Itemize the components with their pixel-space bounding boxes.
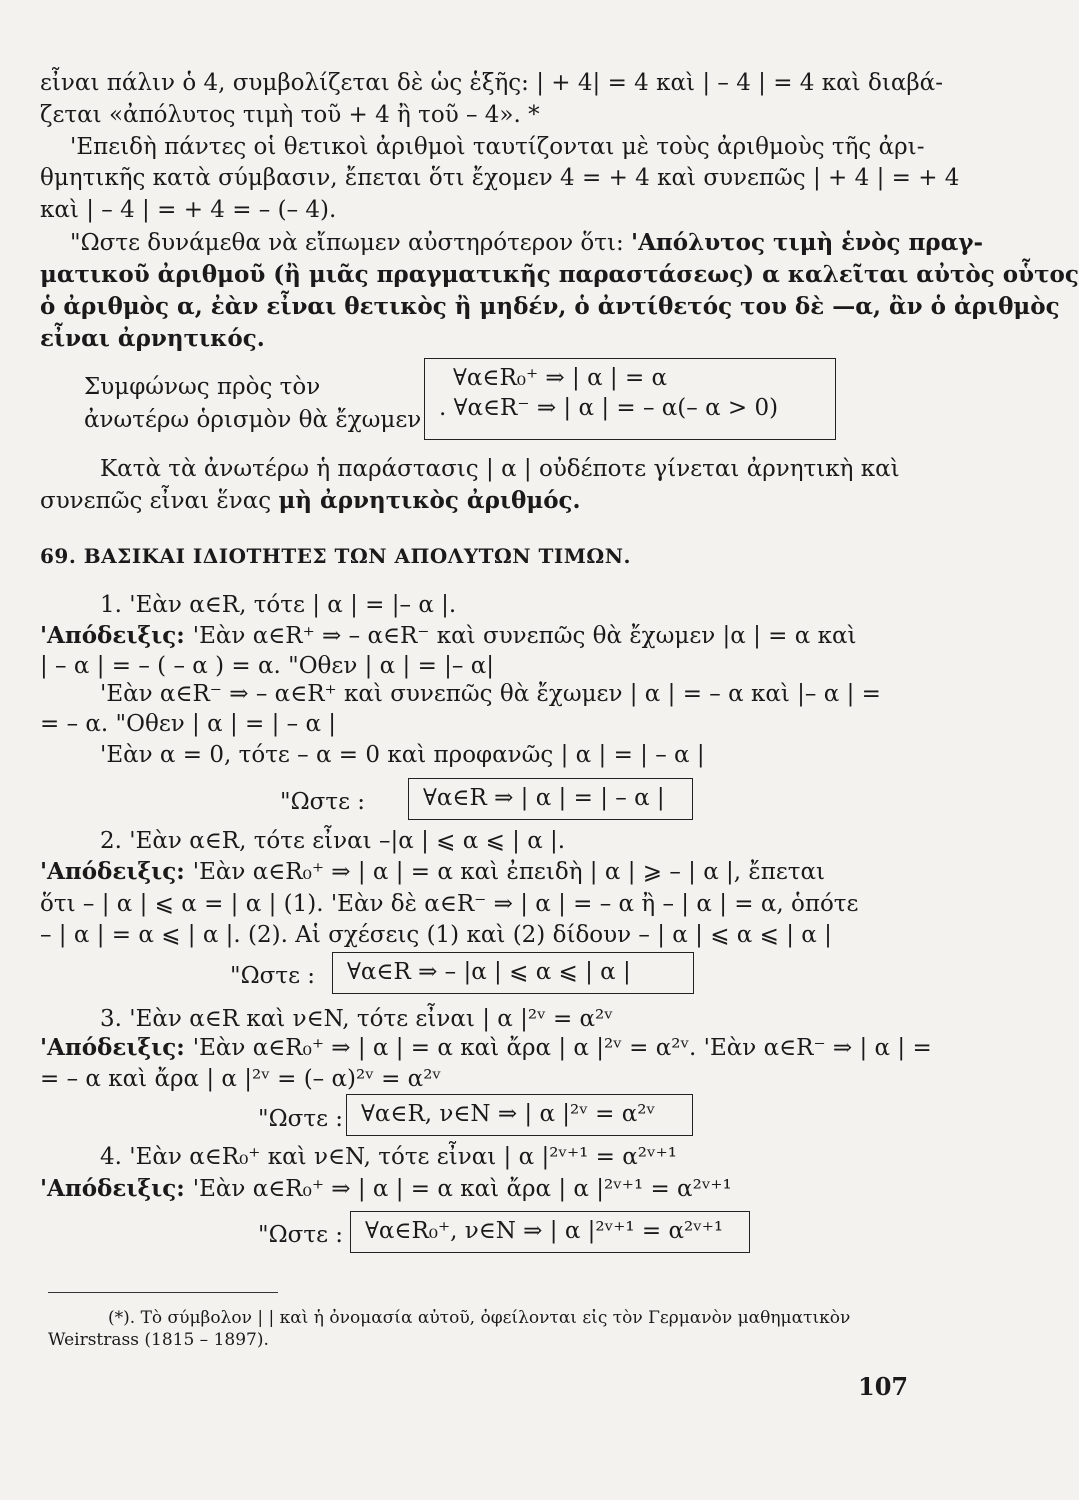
property-title: 3. 'Εὰν α∈R καὶ ν∈N, τότε εἶναι | α |²ᵛ = α²ᵛ bbox=[100, 1006, 613, 1032]
box-formula: ∀α∈R₀⁺ ⇒ | α | = α bbox=[453, 365, 668, 391]
property-title: 4. 'Εὰν α∈R₀⁺ καὶ ν∈N, τότε εἶναι | α |²ᵛ⁺¹ = α²ᵛ⁺¹ bbox=[100, 1144, 677, 1170]
definition-line: ὁ ἀριθμὸς α, ἐὰν εἶναι θετικὸς ἢ μηδέν, ὁ ἀντίθετός του δὲ —α, ἂν ὁ ἀριθμὸς bbox=[40, 293, 1060, 320]
proof-line: = – α καὶ ἄρα | α |²ᵛ = (– α)²ᵛ = α²ᵛ bbox=[40, 1066, 441, 1092]
proof-line: 'Εὰν α = 0, τότε – α = 0 καὶ προφανῶς | α | = | – α | bbox=[100, 742, 705, 768]
text-line: Κατὰ τὰ ἀνωτέρω ἡ παράστασις | α | οὐδέποτε γίνεται ἀρνητικὴ καὶ bbox=[100, 456, 900, 482]
proof-line bbox=[40, 621, 920, 651]
so-label: "Ωστε : bbox=[280, 789, 366, 815]
text-run: "Ωστε δυνάμεθα νὰ εἴπωμεν αὐστηρότερον ὅτι: bbox=[70, 230, 632, 256]
box-formula: ∀α∈R₀⁺, ν∈N ⇒ | α |²ᵛ⁺¹ = α²ᵛ⁺¹ bbox=[365, 1218, 724, 1244]
definition-bold: 'Απόλυτος τιμὴ ἑνὸς πραγ- bbox=[631, 229, 984, 256]
footnote-line: Weirstrass (1815 – 1897). bbox=[48, 1330, 269, 1350]
result-box bbox=[350, 1211, 750, 1253]
definition-line bbox=[70, 228, 984, 258]
page-number: 107 bbox=[858, 1372, 909, 1401]
proof-line bbox=[40, 1033, 932, 1063]
proof-label: 'Απόδειξις: bbox=[40, 1034, 193, 1061]
so-label: "Ωστε : bbox=[258, 1106, 344, 1132]
proof-line: 'Εὰν α∈R⁻ ⇒ – α∈R⁺ καὶ συνεπῶς θὰ ἔχωμεν | α | = – α καὶ |– α | = bbox=[100, 681, 881, 707]
proof-label: 'Απόδειξις: bbox=[40, 1175, 193, 1202]
property-title: 1. 'Εὰν α∈R, τότε | α | = |– α |. bbox=[100, 592, 457, 618]
definition-line: ματικοῦ ἀριθμοῦ (ἢ μιᾶς πραγματικῆς παραστάσεως) α καλεῖται αὐτὸς οὗτος bbox=[40, 261, 1079, 288]
text-line: θμητικῆς κατὰ σύμβασιν, ἔπεται ὅτι ἔχομεν 4 = + 4 καὶ συνεπῶς | + 4 | = + 4 bbox=[40, 165, 960, 191]
definition-box bbox=[424, 358, 836, 440]
proof-line: = – α. "Οθεν | α | = | – α | bbox=[40, 711, 337, 737]
proof-label: 'Απόδειξις: bbox=[40, 622, 193, 649]
property-title: 2. 'Εὰν α∈R, τότε εἶναι –|α | ⩽ α ⩽ | α |. bbox=[100, 828, 566, 854]
text-run: 'Εὰν α∈R⁺ ⇒ – α∈R⁻ καὶ συνεπῶς θὰ ἔχωμεν |α | = α καὶ bbox=[192, 623, 857, 649]
box-formula: . ∀α∈R⁻ ⇒ | α | = – α(– α > 0) bbox=[439, 395, 779, 421]
text-bold: μὴ ἀρνητικὸς ἀριθμός. bbox=[278, 487, 581, 514]
text-line: 'Επειδὴ πάντες οἱ θετικοὶ ἀριθμοὶ ταυτίζονται μὲ τοὺς ἀριθμοὺς τῆς ἀρι- bbox=[70, 134, 925, 160]
text-line: εἶναι πάλιν ὁ 4, συμβολίζεται δὲ ὡς ἑξῆς: | + 4| = 4 καὶ | – 4 | = 4 καὶ διαβά- bbox=[40, 70, 943, 96]
section-heading: 69. ΒΑΣΙΚΑΙ ΙΔΙΟΤΗΤΕΣ ΤΩΝ ΑΠΟΛΥΤΩΝ ΤΙΜΩΝ. bbox=[40, 544, 631, 568]
box-formula: ∀α∈R ⇒ | α | = | – α | bbox=[423, 785, 665, 811]
proof-label: 'Απόδειξις: bbox=[40, 858, 193, 885]
text-run: 'Εὰν α∈R₀⁺ ⇒ | α | = α καὶ ἄρα | α |²ᵛ = α²ᵛ. 'Εὰν α∈R⁻ ⇒ | α | = bbox=[192, 1035, 932, 1061]
footnote-rule bbox=[48, 1292, 278, 1293]
text-line: Συμφώνως πρὸς τὸν bbox=[84, 374, 321, 400]
result-box bbox=[346, 1094, 693, 1136]
proof-line: – | α | = α ⩽ | α |. (2). Αἱ σχέσεις (1) καὶ (2) δίδουν – | α | ⩽ α ⩽ | α | bbox=[40, 922, 832, 948]
result-box bbox=[332, 952, 694, 994]
box-formula: ∀α∈R ⇒ – |α | ⩽ α ⩽ | α | bbox=[347, 959, 631, 985]
text-line: ζεται «ἀπόλυτος τιμὴ τοῦ + 4 ἢ τοῦ – 4». * bbox=[40, 102, 540, 128]
proof-line bbox=[40, 1174, 920, 1204]
text-run: 'Εὰν α∈R₀⁺ ⇒ | α | = α καὶ ἐπειδὴ | α | ⩾ – | α |, ἔπεται bbox=[192, 859, 826, 885]
so-label: "Ωστε : bbox=[258, 1222, 344, 1248]
so-label: "Ωστε : bbox=[230, 963, 316, 989]
text-line bbox=[40, 486, 920, 516]
box-formula: ∀α∈R, ν∈N ⇒ | α |²ᵛ = α²ᵛ bbox=[361, 1101, 656, 1127]
result-box bbox=[408, 778, 693, 820]
text-run: συνεπῶς εἶναι ἕνας bbox=[40, 488, 279, 514]
text-run: 'Εὰν α∈R₀⁺ ⇒ | α | = α καὶ ἄρα | α |²ᵛ⁺¹ = α²ᵛ⁺¹ bbox=[192, 1176, 732, 1202]
proof-line bbox=[40, 857, 920, 887]
text-line: ἀνωτέρω ὁρισμὸν θὰ ἔχωμεν bbox=[84, 407, 422, 433]
footnote-line: (*). Τὸ σύμβολον | | καὶ ἡ ὀνομασία αὐτοῦ, ὀφείλονται εἰς τὸν Γερμανὸν μαθηματικὸν bbox=[108, 1308, 851, 1328]
proof-line: | – α | = – ( – α ) = α. "Οθεν | α | = |– α| bbox=[40, 653, 495, 679]
definition-line: εἶναι ἀρνητικός. bbox=[40, 325, 265, 352]
proof-line: ὅτι – | α | ⩽ α = | α | (1). 'Εὰν δὲ α∈R⁻ ⇒ | α | = – α ἢ – | α | = α, ὁπότε bbox=[40, 891, 859, 917]
text-line: καὶ | – 4 | = + 4 = – (– 4). bbox=[40, 197, 337, 223]
